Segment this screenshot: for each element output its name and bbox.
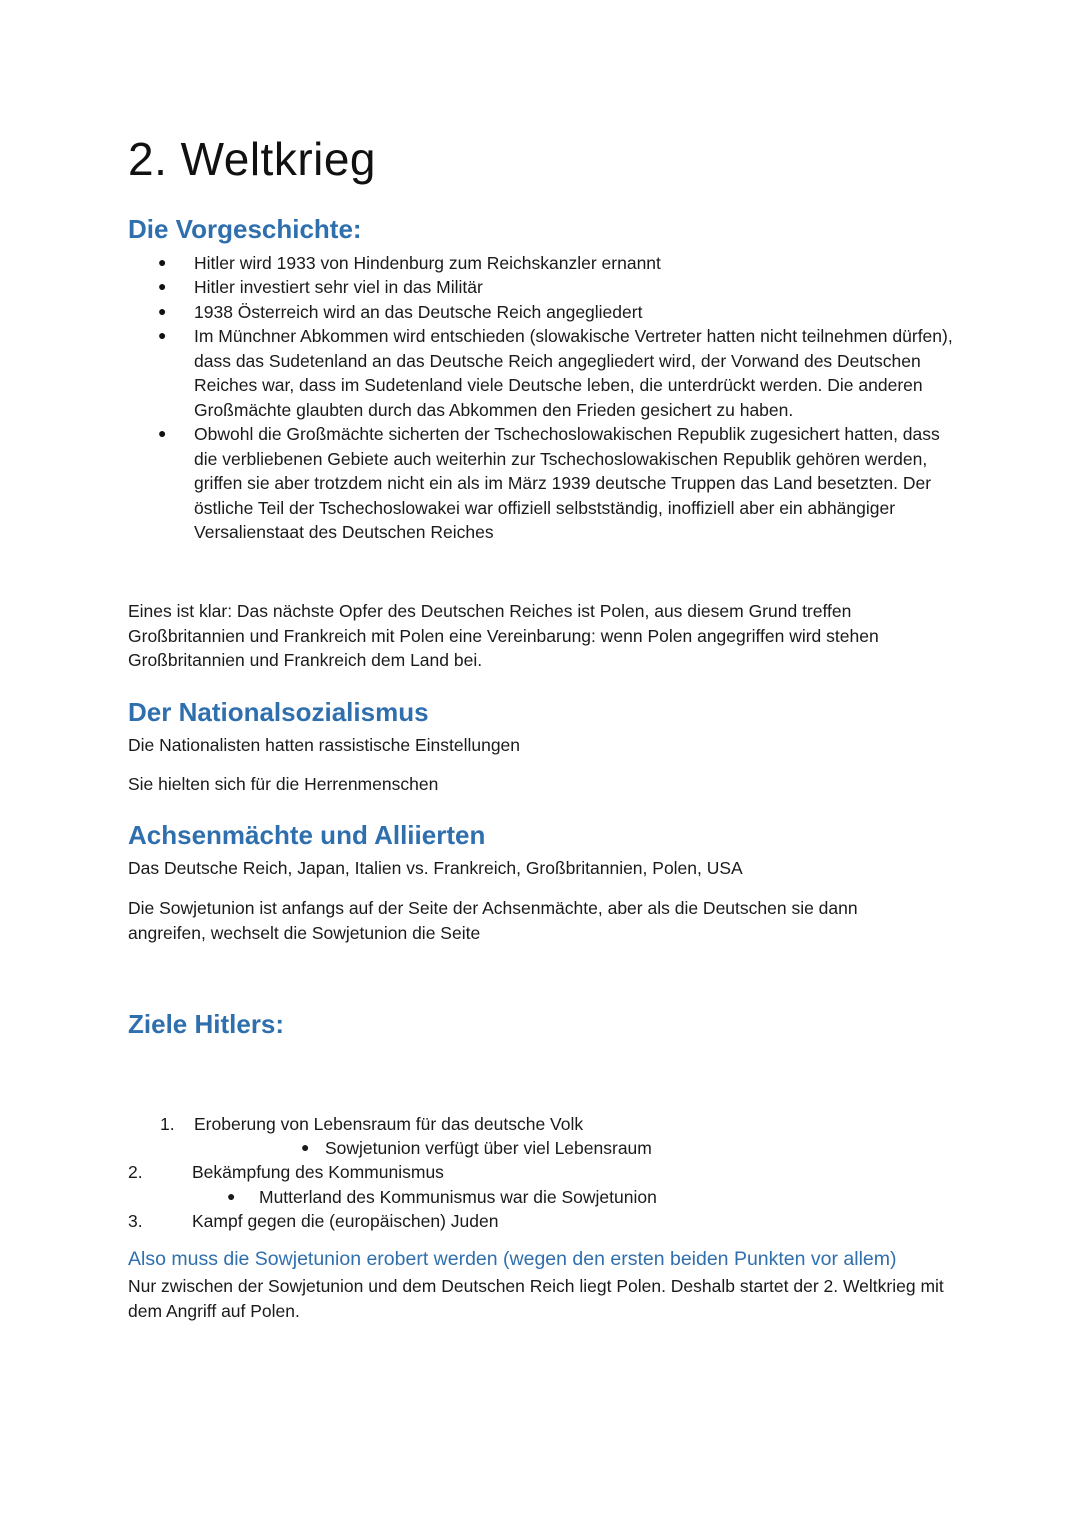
page-title: 2. Weltkrieg	[128, 133, 377, 185]
heading-achsenmaechte: Achsenmächte und Alliierten	[128, 820, 486, 850]
bullet-item: Obwohl die Großmächte sicherten der Tschechoslowakischen Republik zugesichert hatten, dass die verbliebenen Gebiete auch weiterhin zur Tschechoslowakischen Republik gehören werden, griffen sie aber trotzdem nicht ein als im März 1939 deutsche Truppen das Land besetzten. Der östliche Teil der Tschechoslowakei war offiziell selbstständig, inoffiziell aber ein abhängiger Versalienstaat des Deutschen Reiches	[194, 424, 940, 542]
bullet-marker: ●	[158, 278, 167, 294]
heading-ziele: Ziele Hitlers:	[128, 1009, 285, 1039]
text-line: Das Deutsche Reich, Japan, Italien vs. Frankreich, Großbritannien, Polen, USA	[128, 858, 743, 878]
sub-item: Mutterland des Kommunismus war die Sowjetunion	[259, 1187, 657, 1207]
heading-nationalsozialismus: Der Nationalsozialismus	[128, 697, 429, 727]
bullet-item: 1938 Österreich wird an das Deutsche Reich angegliedert	[194, 302, 643, 322]
list-number: 2.	[128, 1162, 143, 1182]
bullet-item: Hitler investiert sehr viel in das Militär	[194, 277, 483, 297]
list-item: Bekämpfung des Kommunismus	[192, 1162, 444, 1182]
paragraph-polen: Eines ist klar: Das nächste Opfer des Deutschen Reiches ist Polen, aus diesem Grund treffen Großbritannien und Frankreich mit Polen eine Vereinbarung: wenn Polen angegriffen wird stehen Großbritannien und Frankreich dem Land bei.	[128, 601, 879, 670]
text-line: Die Nationalisten hatten rassistische Einstellungen	[128, 735, 521, 755]
bullet-marker: ●	[301, 1139, 310, 1155]
bullet-marker: ●	[227, 1188, 236, 1204]
bullet-marker: ●	[158, 327, 167, 343]
list-number: 1.	[160, 1114, 175, 1134]
text-line: Sie hielten sich für die Herrenmenschen	[128, 774, 439, 794]
sub-item: Sowjetunion verfügt über viel Lebensraum	[325, 1138, 652, 1158]
list-number: 3.	[128, 1211, 143, 1231]
paragraph-sowjetunion: Die Sowjetunion ist anfangs auf der Seite der Achsenmächte, aber als die Deutschen sie dann angreifen, wechselt die Sowjetunion die Seite	[128, 898, 858, 943]
bullet-marker: ●	[158, 254, 167, 270]
paragraph-final: Nur zwischen der Sowjetunion und dem Deutschen Reich liegt Polen. Deshalb startet der 2. Weltkrieg mit dem Angriff auf Polen.	[128, 1276, 944, 1321]
heading-vorgeschichte: Die Vorgeschichte:	[128, 214, 362, 244]
bullet-marker: ●	[158, 425, 167, 441]
bullet-marker: ●	[158, 303, 167, 319]
bullet-item: Hitler wird 1933 von Hindenburg zum Reichskanzler ernannt	[194, 253, 661, 273]
list-item: Kampf gegen die (europäischen) Juden	[192, 1211, 499, 1231]
bullet-item: Im Münchner Abkommen wird entschieden (slowakische Vertreter hatten nicht teilnehmen dürfen), dass das Sudetenland an das Deutsche Reich angegliedert wird, der Vorwand des Deutschen Reiches war, dass im Sudetenland viele Deutsche leben, die unterdrückt werden. Die anderen Großmächte glaubten durch das Abkommen den Frieden gesichert zu haben.	[194, 326, 953, 420]
conclusion-note: Also muss die Sowjetunion erobert werden (wegen den ersten beiden Punkten vor allem)	[128, 1248, 897, 1270]
list-item: Eroberung von Lebensraum für das deutsche Volk	[194, 1114, 584, 1134]
